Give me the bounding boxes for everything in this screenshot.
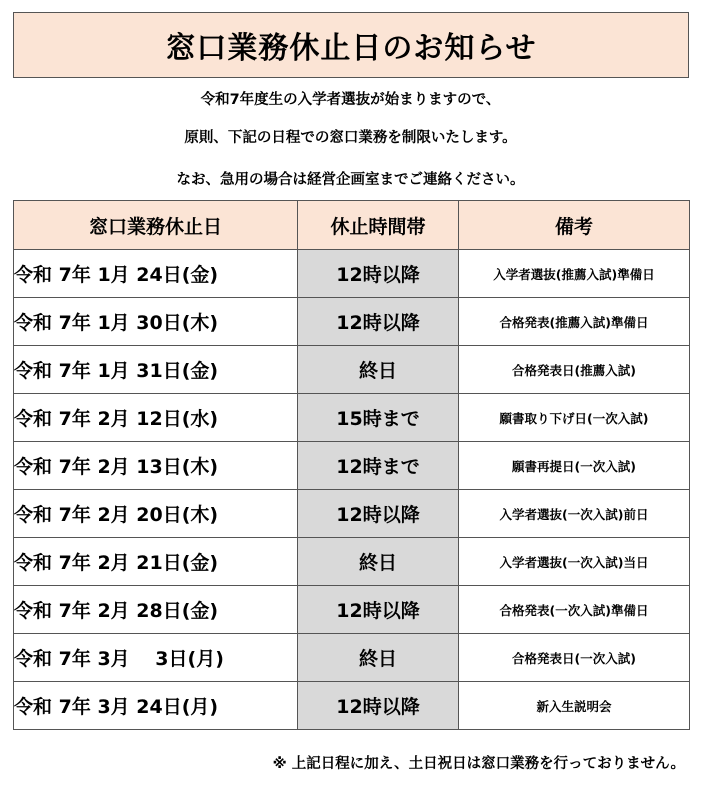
- table-row: [14, 538, 690, 586]
- notice-title: 窓口業務休止日のお知らせ: [13, 12, 689, 78]
- remarks: 願書取り下げ日(一次入試): [459, 394, 690, 442]
- table-row: [14, 394, 690, 442]
- header-closure-time: 休止時間帯: [298, 201, 459, 250]
- closure-date: 令和 7年 3月 3日(月): [14, 634, 298, 682]
- closure-time: 12時以降: [298, 682, 459, 730]
- closure-schedule-table: [13, 200, 690, 730]
- closure-time: 終日: [298, 346, 459, 394]
- table-row: [14, 682, 690, 730]
- table-row: [14, 298, 690, 346]
- table-row: [14, 490, 690, 538]
- table-row: [14, 442, 690, 490]
- table-row: [14, 634, 690, 682]
- remarks: 願書再提日(一次入試): [459, 442, 690, 490]
- table-row: [14, 346, 690, 394]
- closure-time: 終日: [298, 634, 459, 682]
- closure-time: 12時以降: [298, 298, 459, 346]
- closure-time: 12時以降: [298, 586, 459, 634]
- header-remarks: 備考: [459, 201, 690, 250]
- table-row: [14, 250, 690, 298]
- closure-date: 令和 7年 2月 20日(木): [14, 490, 298, 538]
- closure-date: 令和 7年 2月 12日(水): [14, 394, 298, 442]
- table-row: [14, 586, 690, 634]
- remarks: 入学者選抜(一次入試)当日: [459, 538, 690, 586]
- closure-date: 令和 7年 2月 21日(金): [14, 538, 298, 586]
- closure-time: 12時以降: [298, 490, 459, 538]
- closure-date: 令和 7年 1月 31日(金): [14, 346, 298, 394]
- closure-time: 終日: [298, 538, 459, 586]
- closure-time: 12時まで: [298, 442, 459, 490]
- table-header-row: [14, 201, 690, 250]
- intro-line-1: 令和7年度生の入学者選抜が始まりますので、: [200, 92, 501, 108]
- closure-date: 令和 7年 2月 13日(木): [14, 442, 298, 490]
- closure-date: 令和 7年 2月 28日(金): [14, 586, 298, 634]
- remarks: 合格発表(推薦入試)準備日: [459, 298, 690, 346]
- intro-line-3: なお、急用の場合は経営企画室までご連絡ください。: [176, 172, 525, 188]
- remarks: 入学者選抜(推薦入試)準備日: [459, 250, 690, 298]
- closure-time: 12時以降: [298, 250, 459, 298]
- remarks: 新入生説明会: [459, 682, 690, 730]
- intro-line-2: 原則、下記の日程での窓口業務を制限いたします。: [184, 130, 517, 146]
- closure-date: 令和 7年 3月 24日(月): [14, 682, 298, 730]
- remarks: 合格発表(一次入試)準備日: [459, 586, 690, 634]
- footnote: ※ 上記日程に加え、土日祝日は窓口業務を行っておりません。: [272, 756, 685, 772]
- closure-date: 令和 7年 1月 30日(木): [14, 298, 298, 346]
- remarks: 合格発表日(一次入試): [459, 634, 690, 682]
- closure-date: 令和 7年 1月 24日(金): [14, 250, 298, 298]
- closure-time: 15時まで: [298, 394, 459, 442]
- header-closure-date: 窓口業務休止日: [14, 201, 298, 250]
- remarks: 入学者選抜(一次入試)前日: [459, 490, 690, 538]
- remarks: 合格発表日(推薦入試): [459, 346, 690, 394]
